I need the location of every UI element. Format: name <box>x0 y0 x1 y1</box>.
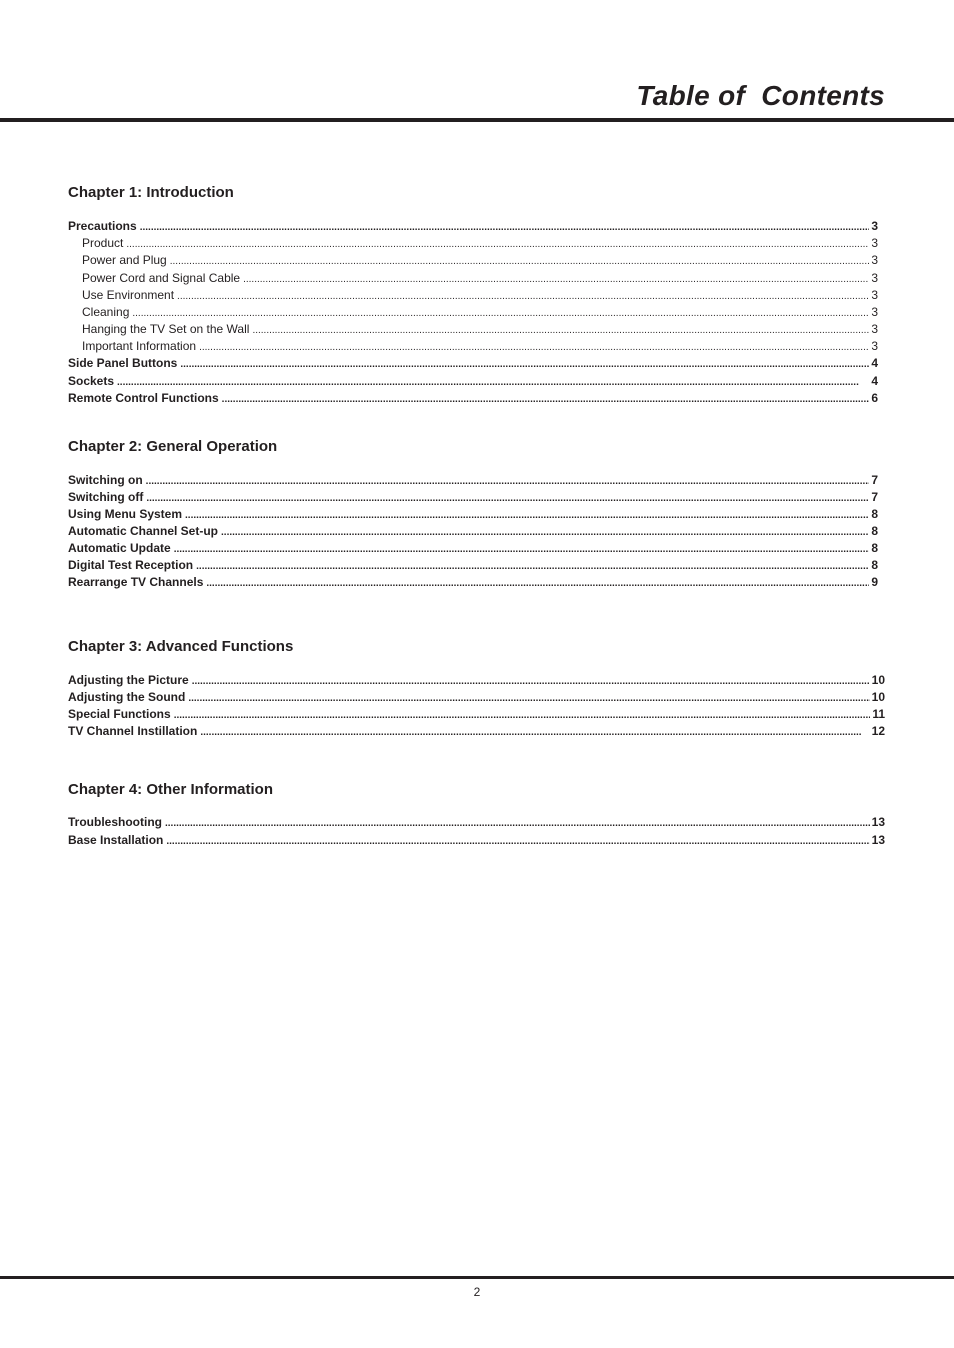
toc-entry-sockets[interactable] <box>68 374 878 390</box>
page-number: 2 <box>473 1285 481 1299</box>
chapter-4-heading: Chapter 4: Other Information <box>68 781 274 798</box>
chapter-1-heading: Chapter 1: Introduction <box>68 184 234 201</box>
toc-entry-label: Power and Plug <box>82 253 167 267</box>
toc-dot-leader <box>177 291 869 302</box>
toc-dot-leader <box>188 693 869 704</box>
toc-entry-label: Side Panel Buttons <box>68 356 178 370</box>
toc-page-number: 3 <box>871 339 878 353</box>
toc-dot-leader <box>243 274 869 285</box>
toc-entry-label: Remote Control Functions <box>68 391 219 405</box>
toc-entry-label: Hanging the TV Set on the Wall <box>82 322 250 336</box>
toc-page-number: 3 <box>871 288 878 302</box>
toc-entry-switching-on[interactable] <box>68 473 878 489</box>
toc-page-number: 3 <box>871 322 878 336</box>
toc-entry-power-and-plug[interactable] <box>82 253 878 269</box>
footer-divider <box>0 1276 954 1279</box>
toc-entry-label: Cleaning <box>82 305 130 319</box>
toc-dot-leader <box>252 325 869 336</box>
toc-entry-label: Product <box>82 236 124 250</box>
toc-dot-leader <box>165 818 870 829</box>
toc-entry-label: Sockets <box>68 374 115 388</box>
toc-entry-adjusting-the-picture[interactable] <box>68 673 885 689</box>
toc-entry-adjusting-the-sound[interactable] <box>68 690 885 706</box>
toc-entry-precautions[interactable] <box>68 219 878 235</box>
toc-page-number: 3 <box>871 271 878 285</box>
toc-entry-label: Adjusting the Picture <box>68 673 189 687</box>
toc-entry-digital-test-reception[interactable] <box>68 558 878 574</box>
toc-dot-leader <box>146 476 870 487</box>
toc-entry-label: Automatic Channel Set-up <box>68 524 219 538</box>
chapter-3-heading: Chapter 3: Advanced Functions <box>68 638 294 655</box>
toc-dot-leader <box>132 308 869 319</box>
toc-page-number: 3 <box>871 236 878 250</box>
toc-entry-label: Special Functions <box>68 707 171 721</box>
chapter-2-heading: Chapter 2: General Operation <box>68 438 278 455</box>
toc-page-number: 8 <box>871 558 878 572</box>
toc-dot-leader <box>199 342 869 353</box>
toc-dot-leader <box>200 727 861 738</box>
toc-entry-label: Switching on <box>68 473 143 487</box>
toc-page-number: 13 <box>871 833 885 847</box>
page-title: Table of Contents <box>636 80 885 111</box>
toc-dot-leader <box>146 493 869 504</box>
toc-entry-base-installation[interactable] <box>68 833 885 849</box>
toc-dot-leader <box>170 256 870 267</box>
toc-entry-label: Using Menu System <box>68 507 183 521</box>
toc-page-number: 11 <box>872 707 885 721</box>
toc-page-number: 6 <box>871 391 878 405</box>
toc-page-number: 3 <box>871 219 878 233</box>
toc-page-number: 9 <box>871 575 878 589</box>
header-divider <box>0 118 954 122</box>
toc-dot-leader <box>117 377 869 388</box>
toc-entry-label: Base Installation <box>68 833 164 847</box>
toc-page-number: 3 <box>871 253 878 267</box>
toc-page-number: 7 <box>871 490 878 504</box>
toc-entry-label: Precautions <box>68 219 137 233</box>
toc-entry-label: Use Environment <box>82 288 175 302</box>
toc-dot-leader <box>140 222 870 233</box>
toc-dot-leader <box>221 527 869 538</box>
toc-entry-side-panel-buttons[interactable] <box>68 356 878 372</box>
toc-entry-label: Adjusting the Sound <box>68 690 186 704</box>
toc-entry-label: Important Information <box>82 339 197 353</box>
toc-entry-special-functions[interactable] <box>68 707 885 723</box>
toc-entry-switching-off[interactable] <box>68 490 878 506</box>
toc-entry-label: TV Channel Instillation <box>68 724 198 738</box>
toc-dot-leader <box>174 710 871 721</box>
toc-dot-leader <box>126 239 869 250</box>
toc-dot-leader <box>174 544 870 555</box>
toc-entry-label: Rearrange TV Channels <box>68 575 204 589</box>
toc-entry-use-environment[interactable] <box>82 288 878 304</box>
toc-page-number: 3 <box>871 305 878 319</box>
toc-dot-leader <box>192 676 870 687</box>
toc-dot-leader <box>222 394 870 405</box>
toc-entry-hanging-tv[interactable] <box>82 322 878 338</box>
toc-entry-label: Power Cord and Signal Cable <box>82 271 241 285</box>
toc-page-number: 10 <box>871 673 885 687</box>
toc-entry-label: Switching off <box>68 490 144 504</box>
toc-page-number: 8 <box>871 541 878 555</box>
toc-entry-cleaning[interactable] <box>82 305 878 321</box>
toc-page-number: 12 <box>871 724 885 738</box>
toc-entry-rearrange-tv-channels[interactable] <box>68 575 878 591</box>
toc-page-number: 7 <box>871 473 878 487</box>
toc-entry-troubleshooting[interactable] <box>68 815 885 831</box>
toc-entry-remote-control-functions[interactable] <box>68 391 878 407</box>
toc-entry-power-cord[interactable] <box>82 271 878 287</box>
toc-entry-automatic-update[interactable] <box>68 541 878 557</box>
toc-dot-leader <box>196 561 869 572</box>
toc-entry-label: Digital Test Reception <box>68 558 194 572</box>
toc-entry-automatic-channel-setup[interactable] <box>68 524 878 540</box>
toc-entry-tv-channel-instillation[interactable] <box>68 724 885 740</box>
toc-page-number: 8 <box>871 507 878 521</box>
toc-dot-leader <box>166 836 869 847</box>
toc-entry-important-information[interactable] <box>82 339 878 355</box>
toc-entry-label: Automatic Update <box>68 541 171 555</box>
toc-entry-product[interactable] <box>82 236 878 252</box>
toc-dot-leader <box>180 359 869 370</box>
toc-entry-using-menu-system[interactable] <box>68 507 878 523</box>
toc-page-number: 8 <box>871 524 878 538</box>
toc-page-number: 4 <box>871 374 878 388</box>
toc-dot-leader <box>185 510 869 521</box>
toc-page-number: 13 <box>871 815 885 829</box>
toc-page-number: 4 <box>871 356 878 370</box>
toc-entry-label: Troubleshooting <box>68 815 162 829</box>
toc-dot-leader <box>206 578 869 589</box>
toc-page-number: 10 <box>871 690 885 704</box>
